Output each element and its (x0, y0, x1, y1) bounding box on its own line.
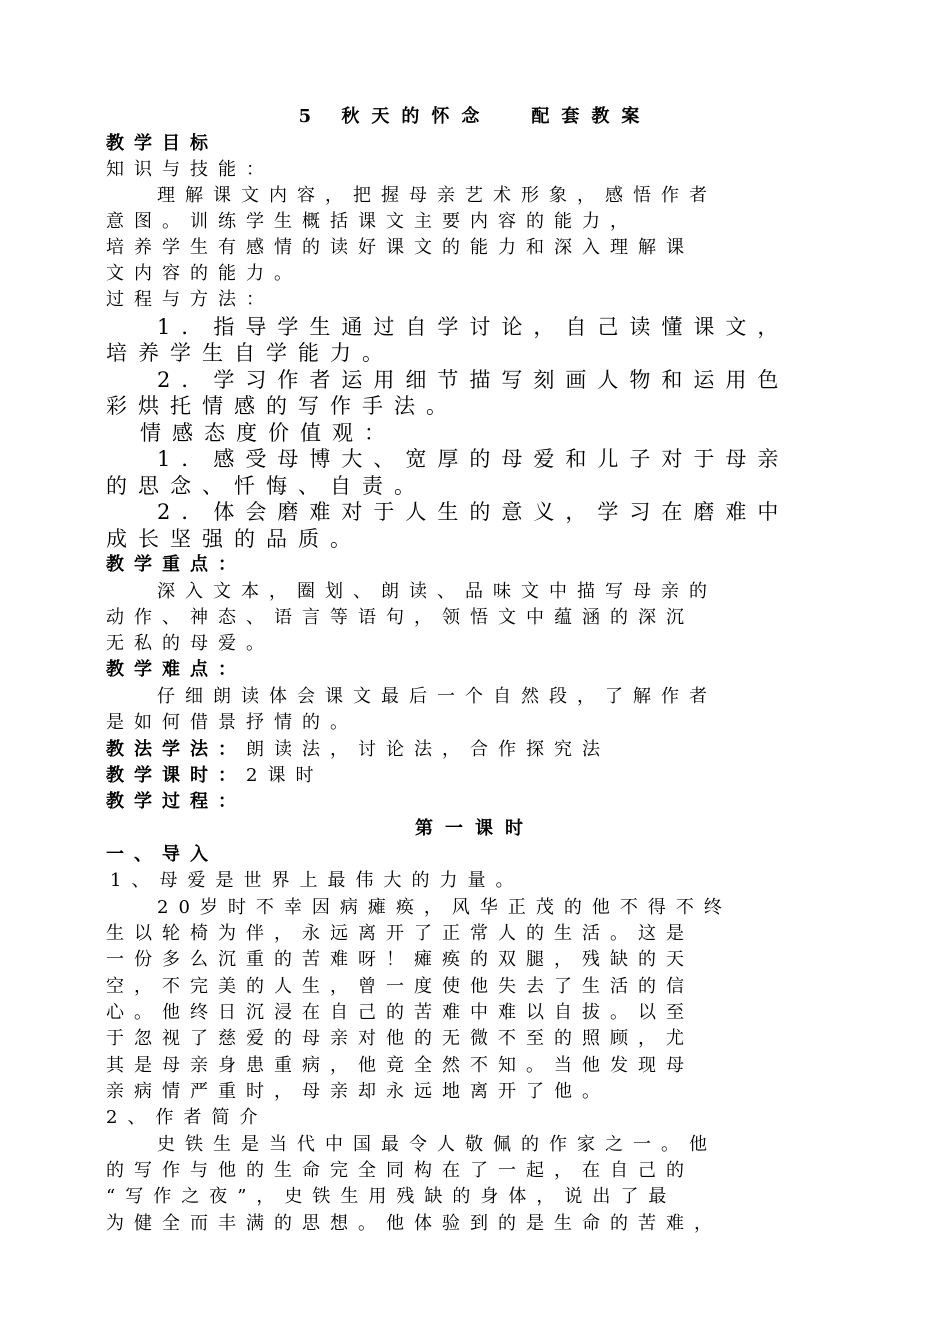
emotion-line: 的思念、忏悔、自责。 (106, 474, 426, 498)
intro-para-line: 空，不完美的人生，曾一度使他失去了生活的信 (106, 976, 694, 997)
emotion-line: 2．体会磨难对于人生的意义，学习在磨难中 (157, 500, 790, 524)
emotion-line: 1．感受母博大、宽厚的母爱和儿子对于母亲 (157, 447, 790, 471)
key-line: 深入文本，圈划、朗读、品味文中描写母亲的 (157, 581, 717, 602)
intro-para-line: 一份多么沉重的苦难呀！瘫痪的双腿，残缺的天 (106, 949, 694, 970)
author-para-line: 史铁生是当代中国最令人敬佩的作家之一。他 (157, 1134, 717, 1155)
process-heading: 过程与方法： (106, 289, 274, 310)
knowledge-line: 培养学生有感情的读好课文的能力和深入理解课 (106, 237, 694, 258)
author-para-line: “写作之夜”，史铁生用残缺的身体，说出了最 (106, 1186, 677, 1207)
process-line: 1．指导学生通过自学讨论，自己读懂课文， (157, 315, 790, 339)
difficulty-line: 是如何借景抒情的。 (106, 712, 358, 733)
knowledge-line: 理解课文内容，把握母亲艺术形象，感悟作者 (157, 185, 717, 206)
intro-heading: 一、导入 (106, 844, 218, 865)
hours-text: 2课时 (246, 765, 324, 786)
process2-heading: 教学过程： (106, 791, 246, 812)
intro-para-line: 于忽视了慈爱的母亲对他的无微不至的照顾，尤 (106, 1028, 694, 1049)
title-number: 5 (298, 106, 324, 127)
knowledge-line: 文内容的能力。 (106, 263, 302, 284)
key-line: 动作、神态、语言等语句，领悟文中蕴涵的深沉 (106, 607, 694, 628)
intro-item: 2、作者简介 (106, 1107, 268, 1128)
intro-para-line: 心。他终日沉浸在自己的苦难中难以自拔。以至 (106, 1002, 694, 1023)
knowledge-line: 意图。训练学生概括课文主要内容的能力， (106, 211, 638, 232)
process-line: 彩烘托情感的写作手法。 (106, 394, 458, 418)
knowledge-heading: 知识与技能： (106, 159, 274, 180)
hours-row (106, 763, 836, 789)
emotion-heading: 情感态度价值观： (140, 421, 396, 445)
key-line: 无私的母爱。 (106, 633, 274, 654)
objectives-heading: 教学目标 (106, 133, 218, 154)
author-para-line: 的写作与他的生命完全同构在了一起，在自己的 (106, 1160, 694, 1181)
title-suffix: 配套教案 (531, 106, 652, 127)
hours-heading: 教学课时： (106, 765, 246, 786)
intro-item: 1、母爱是世界上最伟大的力量。 (110, 870, 524, 891)
lesson-heading: 第一课时 (415, 818, 535, 839)
process-line: 2．学习作者运用细节描写刻画人物和运用色 (157, 368, 790, 392)
difficulty-line: 仔细朗读体会课文最后一个自然段，了解作者 (157, 686, 717, 707)
difficulty-heading: 教学难点： (106, 659, 246, 680)
emotion-line: 成长坚强的品质。 (106, 527, 362, 551)
intro-para-line: 生以轮椅为伴，永远离开了正常人的生活。这是 (106, 923, 694, 944)
method-heading: 教法学法： (106, 739, 246, 760)
intro-para-line: 其是母亲身患重病，他竟全然不知。当他发现母 (106, 1055, 694, 1076)
page-title (0, 104, 950, 130)
key-heading: 教学重点： (106, 554, 246, 575)
intro-para-line: 20岁时不幸因病瘫痪，风华正茂的他不得不终 (157, 897, 732, 918)
process-line: 培养学生自学能力。 (106, 341, 394, 365)
method-row (106, 737, 836, 763)
intro-para-line: 亲病情严重时，母亲却永远地离开了他。 (106, 1081, 610, 1102)
title-main: 秋天的怀念 (341, 106, 492, 127)
author-para-line: 为健全而丰满的思想。他体验到的是生命的苦难， (106, 1213, 722, 1234)
method-text: 朗读法，讨论法，合作探究法 (246, 739, 610, 760)
